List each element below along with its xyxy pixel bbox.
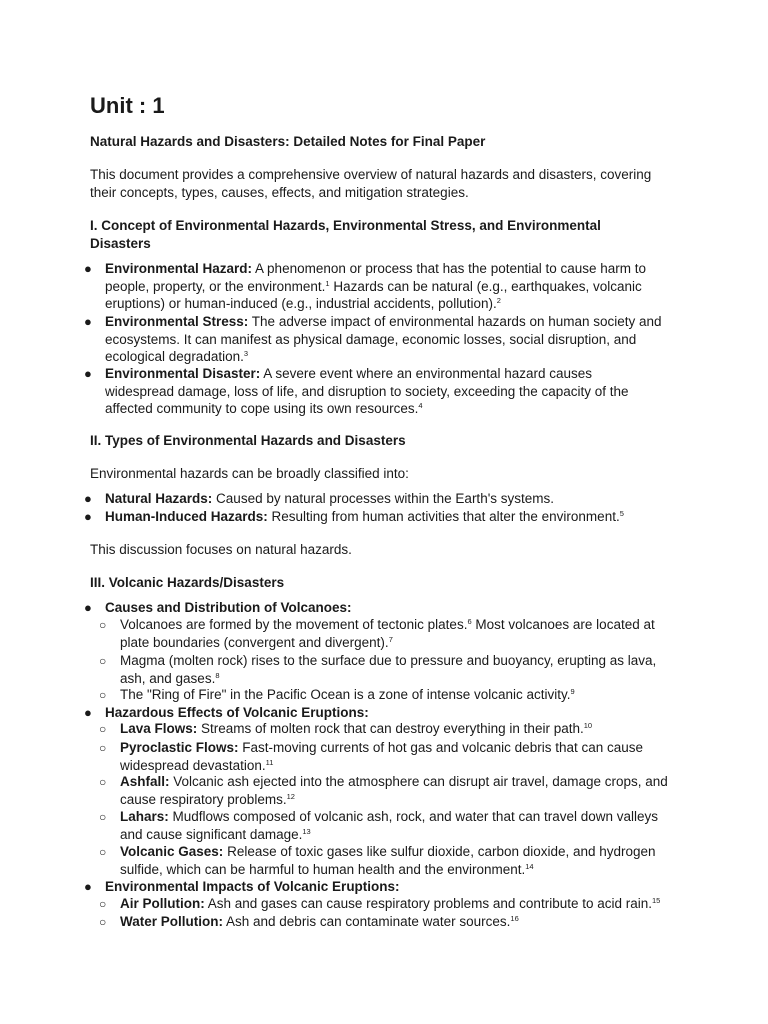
list-item-pyroclastic-flows: Pyroclastic Flows: Fast-moving currents of hot gas and volcanic debris that can cause widespread devastation.$^{11}$	[120, 740, 644, 773]
hollow-circle-bullet-icon: ○	[99, 845, 107, 859]
list-item-lahars: Lahars: Mudflows composed of volcanic ash, rock, and water that can travel down valleys and cause significant damage.$^{13}$	[120, 809, 659, 842]
list-item-lava-flows: Lava Flows: Streams of molten rock that can destroy everything in their path.$^{10}$	[120, 721, 593, 736]
list-item-magma: Magma (molten rock) rises to the surface due to pressure and buoyancy, erupting as lava, ash, and gases.$^8$	[120, 653, 657, 686]
filled-circle-bullet-icon: ●	[84, 600, 92, 615]
filled-circle-bullet-icon: ●	[84, 261, 92, 276]
group-causes-distribution: Causes and Distribution of Volcanoes:	[105, 600, 352, 615]
list-item-ring-of-fire: The "Ring of Fire" in the Pacific Ocean is a zone of intense volcanic activity.$^9$	[120, 687, 575, 702]
filled-circle-bullet-icon: ●	[84, 366, 92, 381]
group-hazardous-effects: Hazardous Effects of Volcanic Eruptions:	[105, 705, 369, 720]
document-subtitle: Natural Hazards and Disasters: Detailed Notes for Final Paper	[90, 134, 486, 149]
list-item-volcanic-gases: Volcanic Gases: Release of toxic gases like sulfur dioxide, carbon dioxide, and hydrogen sulfide, which can be harmful to human health and the environment.$^{14}$	[120, 844, 656, 877]
intro-paragraph: This document provides a comprehensive overview of natural hazards and disasters, covering their concepts, types, causes, effects, and mitigation strategies.	[90, 167, 652, 200]
hollow-circle-bullet-icon: ○	[99, 741, 107, 755]
hollow-circle-bullet-icon: ○	[99, 722, 107, 736]
list-item-environmental-disaster: Environmental Disaster: A severe event where an environmental hazard causes widespread damage, loss of life, and disruption to society, exceeding the capacity of the affected community to cope using its own resources.$^4$	[105, 366, 629, 416]
section-2-focus: This discussion focuses on natural hazards.	[90, 542, 352, 557]
list-item-water-pollution: Water Pollution: Ash and debris can contaminate water sources.$^{16}$	[120, 914, 519, 929]
list-item-environmental-hazard: Environmental Hazard: A phenomenon or process that has the potential to cause harm to people, property, or the environment.$^1$ Hazards can be natural (e.g., earthquakes, volcanic eruptions) or human-induced (e.g., industrial accidents, pollution).$^2$	[105, 261, 647, 311]
hollow-circle-bullet-icon: ○	[99, 654, 107, 668]
filled-circle-bullet-icon: ●	[84, 314, 92, 329]
filled-circle-bullet-icon: ●	[84, 491, 92, 506]
hollow-circle-bullet-icon: ○	[99, 775, 107, 789]
list-item-natural-hazards: Natural Hazards: Caused by natural processes within the Earth's systems.	[105, 491, 555, 506]
section-2-heading: II. Types of Environmental Hazards and Disasters	[90, 433, 406, 448]
list-item-human-induced-hazards: Human-Induced Hazards: Resulting from human activities that alter the environment.$^5$	[105, 509, 624, 524]
hollow-circle-bullet-icon: ○	[99, 915, 107, 929]
hollow-circle-bullet-icon: ○	[99, 897, 107, 911]
filled-circle-bullet-icon: ●	[84, 879, 92, 894]
section-2-lead: Environmental hazards can be broadly classified into:	[90, 466, 409, 481]
list-item-tectonic-plates: Volcanoes are formed by the movement of tectonic plates.$^6$ Most volcanoes are located at plate boundaries (convergent and divergent).$^7$	[120, 617, 655, 650]
hollow-circle-bullet-icon: ○	[99, 618, 107, 632]
page-title: Unit : 1	[90, 93, 165, 118]
section-3-heading: III. Volcanic Hazards/Disasters	[90, 575, 285, 590]
filled-circle-bullet-icon: ●	[84, 509, 92, 524]
section-1-heading: I. Concept of Environmental Hazards, Environmental Stress, and Environmental Disasters	[90, 218, 601, 251]
hollow-circle-bullet-icon: ○	[99, 810, 107, 824]
hollow-circle-bullet-icon: ○	[99, 688, 107, 702]
list-item-ashfall: Ashfall: Volcanic ash ejected into the atmosphere can disrupt air travel, damage crops, and cause respiratory problems.$^{12}$	[120, 774, 668, 807]
list-item-air-pollution: Air Pollution: Ash and gases can cause respiratory problems and contribute to acid rain.$^{15}$	[120, 896, 661, 911]
filled-circle-bullet-icon: ●	[84, 705, 92, 720]
list-item-environmental-stress: Environmental Stress: The adverse impact of environmental hazards on human society and ecosystems. It can manifest as physical damage, economic losses, social disruption, and ecological degradation.$^3$	[105, 314, 662, 364]
group-environmental-impacts: Environmental Impacts of Volcanic Eruptions:	[105, 879, 400, 894]
